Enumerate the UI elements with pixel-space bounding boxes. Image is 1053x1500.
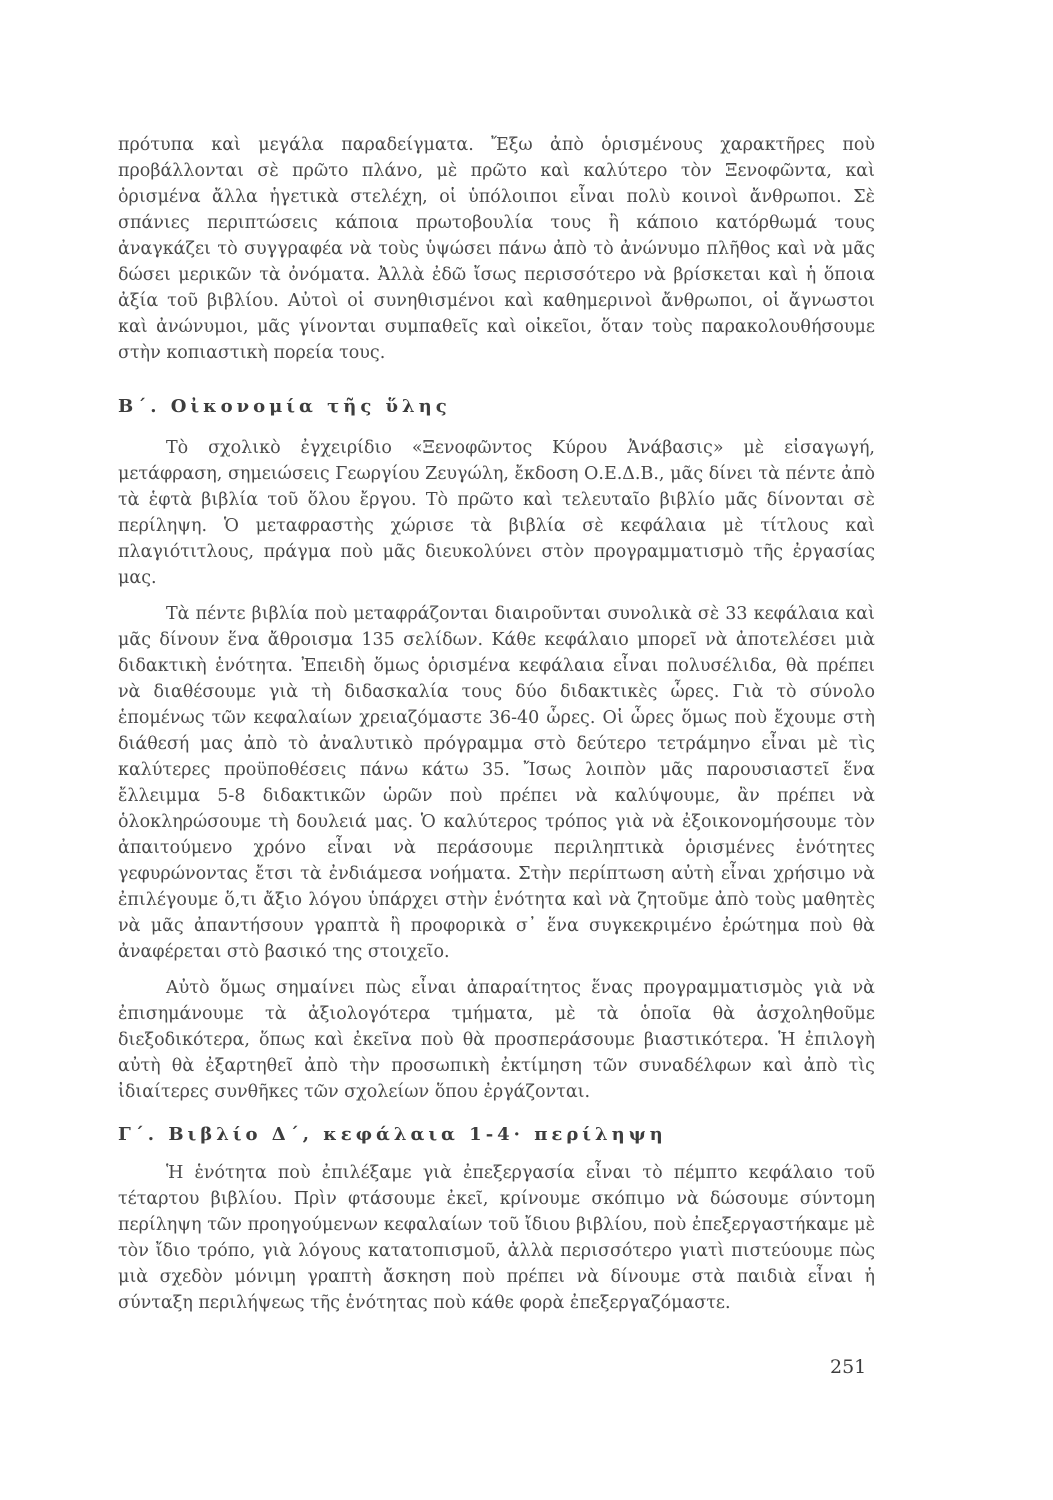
section-b-body-3 (118, 975, 875, 1105)
paragraph-b1: Τὸ σχολικὸ ἐγχειρίδιο «Ξενοφῶντος Κύρου Ἀνάβασις» μὲ εἰσαγωγή, μετάφραση, σημειώσεις Γεωργίου Ζευγώλη, ἔκδοση Ο.Ε.Δ.Β., μᾶς δίνει τὰ πέντε ἀπὸ τὰ ἑφτὰ βιβλία τοῦ ὅλου ἔργου. Τὸ πρῶτο καὶ τελευταῖο βιβλίο μᾶς δίνονται σὲ περίληψη. Ὁ μεταφραστὴς χώρισε τὰ βιβλία σὲ κεφάλαια μὲ τίτλους καὶ πλαγιότιτλους, πράγμα ποὺ μᾶς διευκολύνει στὸν προγραμματισμὸ τῆς ἐργασίας μας. (118, 438, 875, 588)
paragraph-c1: Ἡ ἑνότητα ποὺ ἐπιλέξαμε γιὰ ἐπεξεργασία εἶναι τὸ πέμπτο κεφάλαιο τοῦ τέταρτου βιβλίου. Πρὶν φτάσουμε ἐκεῖ, κρίνουμε σκόπιμο νὰ δώσουμε σύντομη περίληψη τῶν προηγούμενων κεφαλαίων τοῦ ἴδιου βιβλίου, ποὺ ἐπεξεργαστήκαμε μὲ τὸν ἴδιο τρόπο, γιὰ λόγους κατατοπισμοῦ, ἀλλὰ περισσότερο γιατὶ πιστεύουμε πὼς μιὰ σχεδὸν μόνιμη γραπτὴ ἄσκηση ποὺ πρέπει νὰ δίνουμε στὰ παιδιὰ εἶναι ἡ σύνταξη περιλήψεως τῆς ἑνότητας ποὺ κάθε φορὰ ἐπεξεργαζόμαστε. (118, 1163, 875, 1313)
paragraph-b2: Τὰ πέντε βιβλία ποὺ μεταφράζονται διαιροῦνται συνολικὰ σὲ 33 κεφάλαια καὶ μᾶς δίνουν ἕνα ἄθροισμα 135 σελίδων. Κάθε κεφάλαιο μπορεῖ νὰ ἀποτελέσει μιὰ διδακτικὴ ἑνότητα. Ἐπειδὴ ὅμως ὁρισμένα κεφάλαια εἶναι πολυσέλιδα, θὰ πρέπει νὰ διαθέσουμε γιὰ τὴ διδασκαλία τους δύο διδακτικὲς ὧρες. Γιὰ τὸ σύνολο ἑπομένως τῶν κεφαλαίων χρειαζόμαστε 36-40 ὧρες. Οἱ ὧρες ὅμως ποὺ ἔχουμε στὴ διάθεσή μας ἀπὸ τὸ ἀναλυτικὸ πρόγραμμα στὸ δεύτερο τετράμηνο εἶναι μὲ τὶς καλύτερες προϋποθέσεις πάνω κάτω 35. Ἴσως λοιπὸν μᾶς παρουσιαστεῖ ἕνα ἔλλειμμα 5-8 διδακτικῶν ὡρῶν ποὺ πρέπει νὰ καλύψουμε, ἂν πρέπει νὰ ὁλοκληρώσουμε τὴ δουλειά μας. Ὁ καλύτερος τρόπος γιὰ νὰ ἐξοικονομήσουμε τὸν ἀπαιτούμενο χρόνο εἶναι νὰ περάσουμε περιληπτικὰ ὁρισμένες ἑνότητες γεφυρώνοντας ἔτσι τὰ ἐνδιάμεσα νοήματα. Στὴν περίπτωση αὐτὴ εἶναι χρήσιμο νὰ ἐπιλέγουμε ὅ,τι ἄξιο λόγου ὑπάρχει στὴν ἑνότητα καὶ νὰ ζητοῦμε ἀπὸ τοὺς μαθητὲς νὰ μᾶς ἀπαντήσουν γραπτὰ ἢ προφορικὰ σ᾽ ἕνα συγκεκριμένο ἐρώτημα ποὺ θὰ ἀναφέρεται στὸ βασικό της στοιχεῖο. (118, 604, 875, 962)
section-b (118, 396, 875, 417)
section-b-heading: Β΄. Οἰκονομία τῆς ὕλης (118, 396, 451, 417)
section-b-body (118, 435, 875, 591)
intro-text (118, 132, 875, 366)
page-number: 251 (830, 1356, 867, 1378)
section-b-body-2 (118, 601, 875, 965)
section-c-heading: Γ΄. Βιβλίο Δ΄, κεφάλαια 1-4· περίληψη (118, 1124, 667, 1145)
section-c (118, 1124, 875, 1145)
section-c-body (118, 1160, 875, 1316)
paragraph-b3: Αὐτὸ ὅμως σημαίνει πὼς εἶναι ἀπαραίτητος ἕνας προγραμματισμὸς γιὰ νὰ ἐπισημάνουμε τὰ ἀξιολογότερα τμήματα, μὲ τὰ ὁποῖα θὰ ἀσχοληθοῦμε διεξοδικότερα, ὅπως καὶ ἐκεῖνα ποὺ θὰ προσπεράσουμε βιαστικότερα. Ἡ ἐπιλογὴ αὐτὴ θὰ ἐξαρτηθεῖ ἀπὸ τὴν προσωπικὴ ἐκτίμηση τῶν συναδέλφων καὶ ἀπὸ τὶς ἰδιαίτερες συνθῆκες τῶν σχολείων ὅπου ἐργάζονται. (118, 978, 875, 1102)
paragraph-intro: πρότυπα καὶ μεγάλα παραδείγματα. Ἔξω ἀπὸ ὁρισμένους χαρακτῆρες ποὺ προβάλλονται σὲ πρῶτο πλάνο, μὲ πρῶτο καὶ καλύτερο τὸν Ξενοφῶντα, καὶ ὁρισμένα ἄλλα ἡγετικὰ στελέχη, οἱ ὑπόλοιποι εἶναι πολὺ κοινοὶ ἄνθρωποι. Σὲ σπάνιες περιπτώσεις κάποια πρωτοβουλία τους ἢ κάποιο κατόρθωμά τους ἀναγκάζει τὸ συγγραφέα νὰ τοὺς ὑψώσει πάνω ἀπὸ τὸ ἀνώνυμο πλῆθος καὶ νὰ μᾶς δώσει μερικῶν τὰ ὀνόματα. Ἀλλὰ ἐδῶ ἴσως περισσότερο νὰ βρίσκεται καὶ ἡ ὅποια ἀξία τοῦ βιβλίου. Αὐτοὶ οἱ συνηθισμένοι καὶ καθημερινοὶ ἄνθρωποι, οἱ ἄγνωστοι καὶ ἀνώνυμοι, μᾶς γίνονται συμπαθεῖς καὶ οἰκεῖοι, ὅταν τοὺς παρακολουθήσουμε στὴν κοπιαστικὴ πορεία τους. (118, 135, 875, 363)
